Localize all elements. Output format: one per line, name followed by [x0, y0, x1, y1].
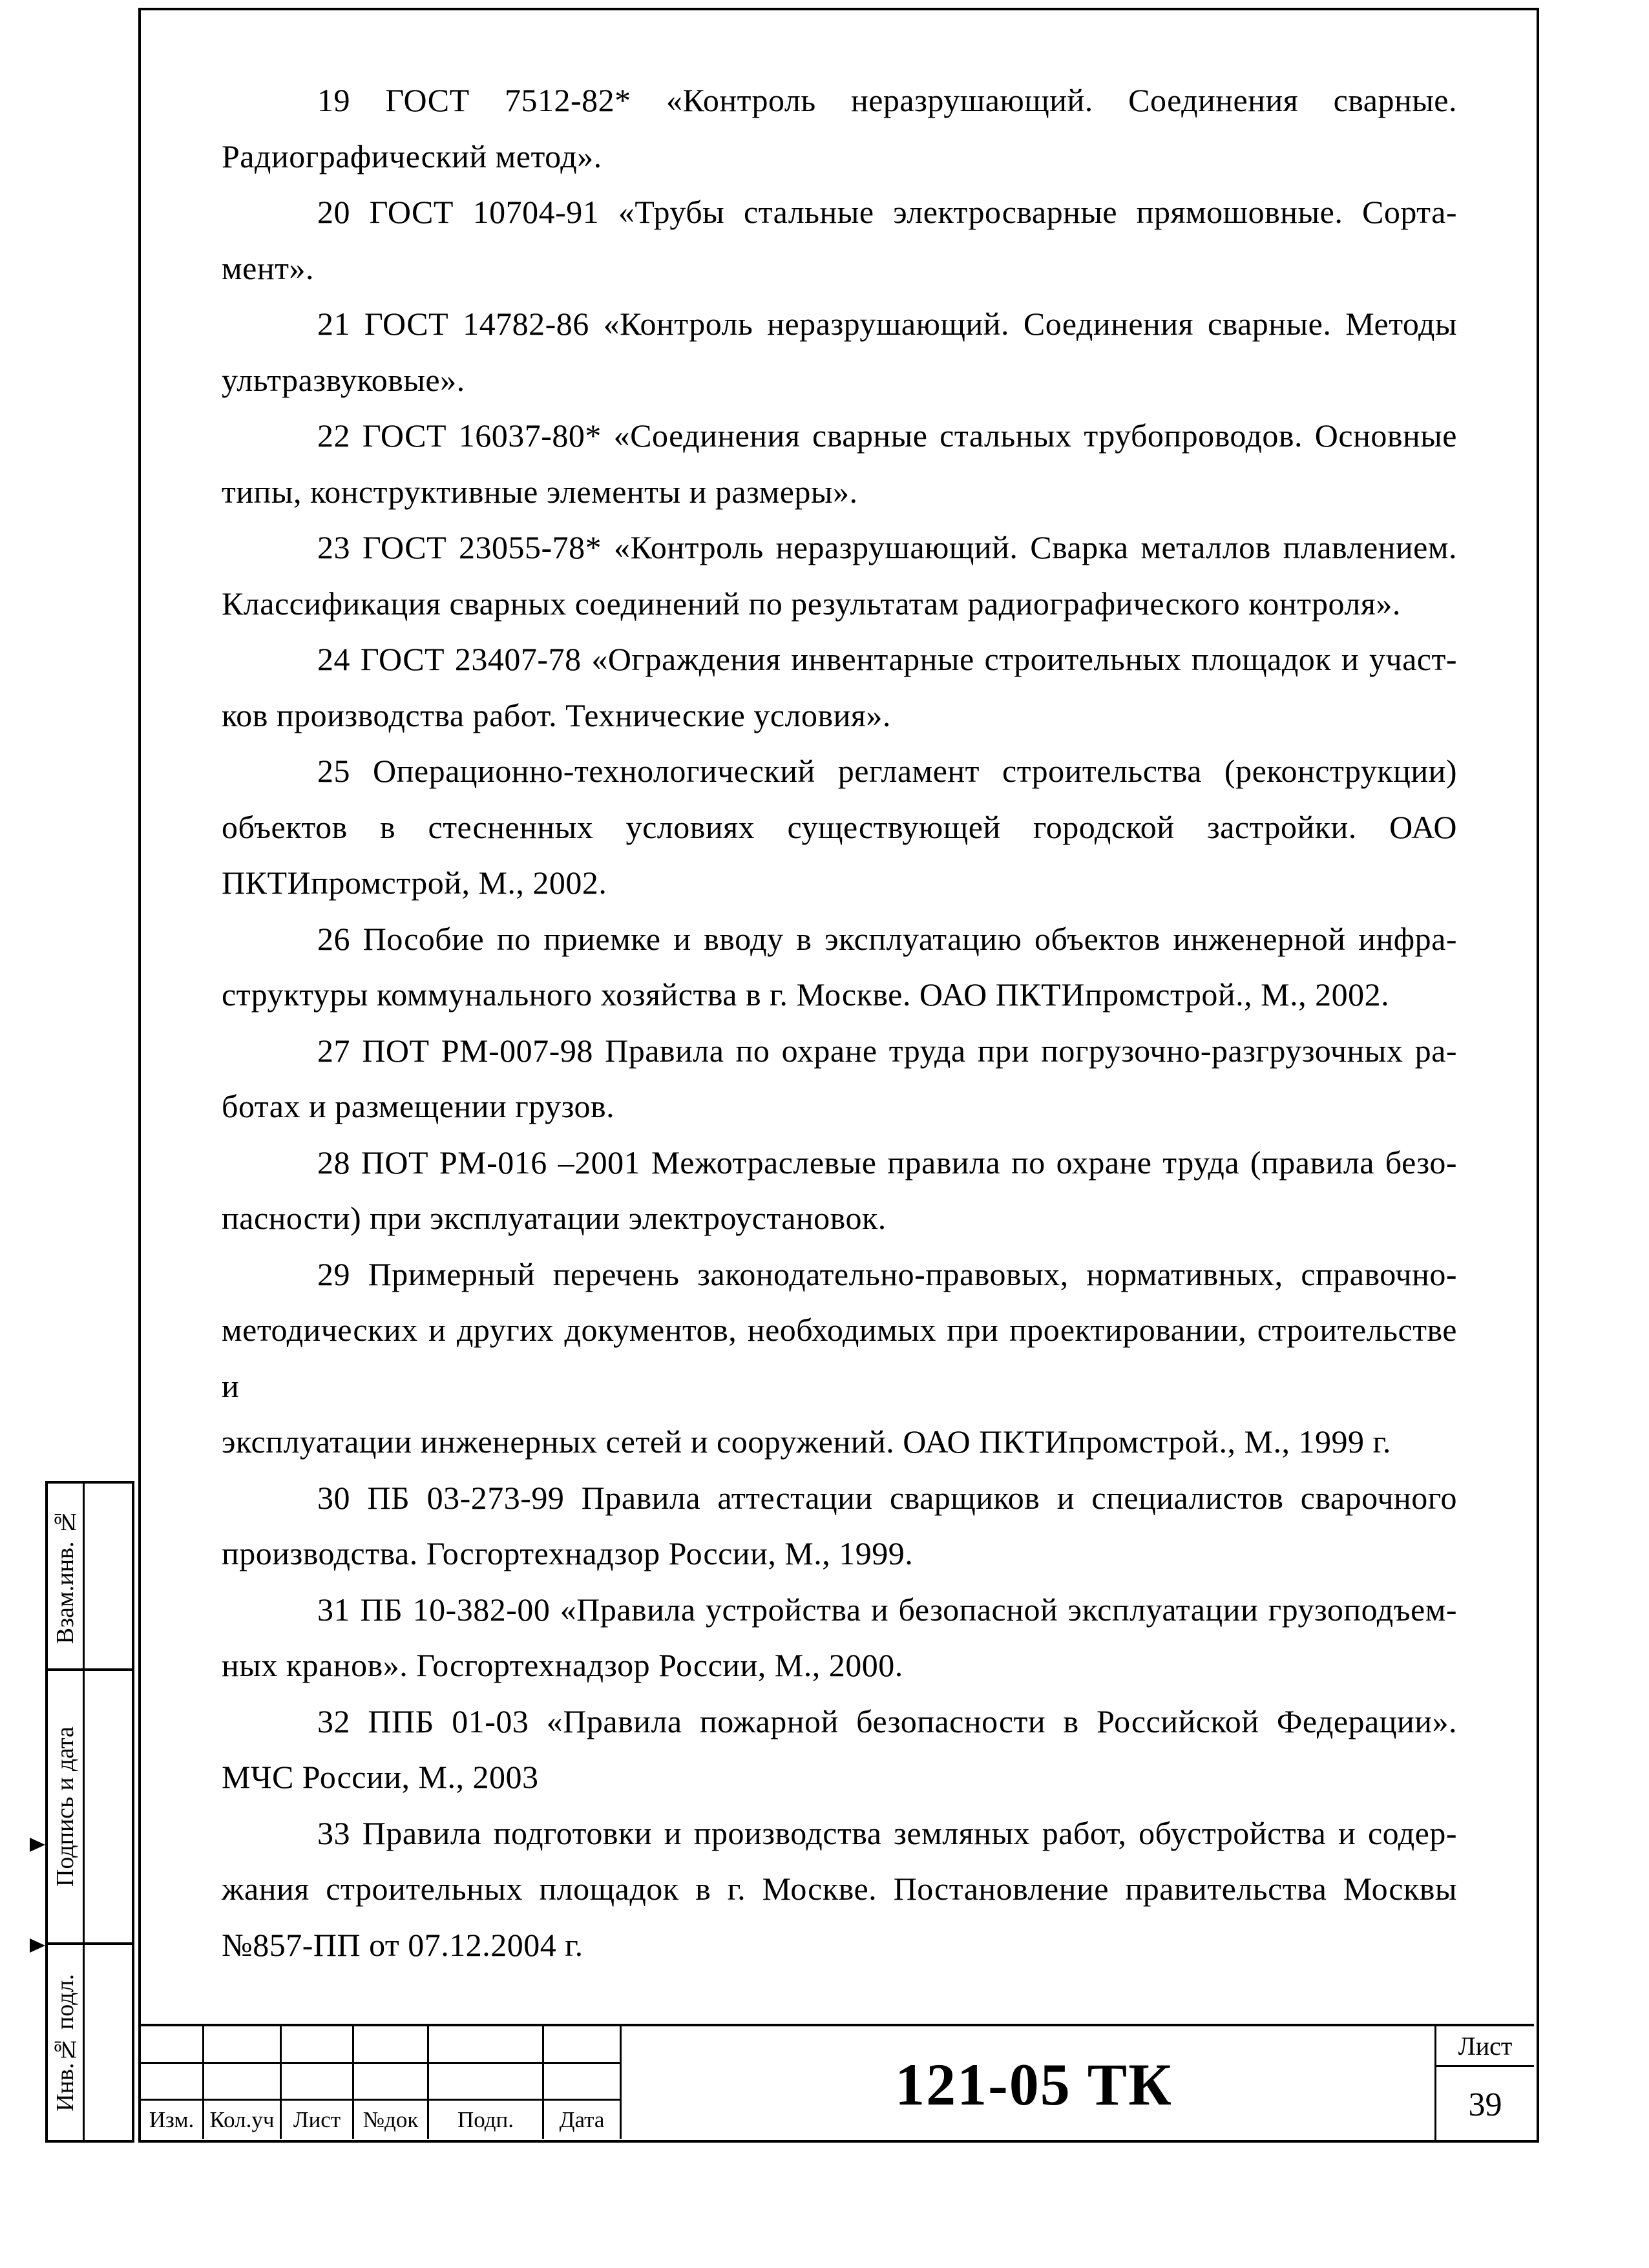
reference-line: 24 ГОСТ 23407-78 «Ограждения инвентарные строительных площадок и участ- — [317, 641, 1457, 677]
reference-line: методических и других документов, необходимых при проектировании, строительстве и — [222, 1312, 1457, 1404]
sidebar-cell-vzam-inv — [48, 1484, 132, 1671]
reference-line: 22 ГОСТ 16037-80* «Соединения сварные стальных трубопроводов. Основные — [317, 417, 1457, 454]
reference-item — [222, 408, 1457, 520]
sidebar-label-box — [48, 1484, 85, 1668]
reference-item — [222, 1582, 1457, 1694]
fold-mark-icon — [30, 1838, 45, 1852]
revision-cell — [282, 2062, 354, 2099]
reference-line: 19 ГОСТ 7512-82* «Контроль неразрушающий. Соединения сварные. — [317, 82, 1457, 118]
reference-line: 27 ПОТ РМ-007-98 Правила по охране труда при погрузочно-разгрузочных ра- — [317, 1032, 1457, 1069]
reference-line: 28 ПОТ РМ-016 –2001 Межотраслевые правила по охране труда (правила безо- — [317, 1144, 1457, 1181]
revision-cell — [141, 2026, 204, 2062]
doc-number: 121-05 ТК — [895, 2052, 1173, 2117]
reference-line: эксплуатации инженерных сетей и сооружений. ОАО ПКТИпромстрой., М., 1999 г. — [222, 1423, 1391, 1460]
reference-line: жания строительных площадок в г. Москве. Постановление правительства Москвы — [222, 1871, 1457, 1907]
reference-line: ботах и размещении грузов. — [222, 1088, 615, 1124]
reference-line: 33 Правила подготовки и производства земляных работ, обустройства и содер- — [317, 1814, 1457, 1851]
reference-line: ПКТИпромстрой, М., 2002. — [222, 865, 607, 901]
reference-line: типы, конструктивные элементы и размеры». — [222, 473, 858, 510]
reference-line: ных кранов». Госгортехнадзор России, М., 2000. — [222, 1647, 903, 1683]
revision-table — [141, 2026, 622, 2143]
revision-col-data: Дата — [544, 2099, 622, 2139]
reference-item — [222, 520, 1457, 631]
sidebar-label-podpis-data: Подпись и дата — [52, 1726, 79, 1887]
sidebar-label-vzam-inv: Взам.инв. № — [52, 1507, 79, 1644]
reference-line: структуры коммунального хозяйства в г. Москве. ОАО ПКТИпромстрой., М., 2002. — [222, 976, 1390, 1013]
revision-cell — [204, 2026, 282, 2062]
reference-line: 30 ПБ 03-273-99 Правила аттестации сварщиков и специалистов сварочного — [317, 1479, 1457, 1516]
revision-cell — [204, 2062, 282, 2099]
reference-item — [222, 743, 1457, 911]
reference-line: 29 Примерный перечень законодательно-правовых, нормативных, справочно- — [317, 1255, 1457, 1292]
reference-line: пасности) при эксплуатации электроустановок. — [222, 1200, 887, 1236]
reference-item — [222, 1805, 1457, 1973]
revision-col-list: Лист — [282, 2099, 354, 2139]
reference-line: мент». — [222, 249, 314, 286]
revision-cell — [354, 2062, 429, 2099]
reference-line: объектов в стесненных условиях существующей городской застройки. ОАО — [222, 808, 1457, 845]
reference-line: 25 Операционно-технологический регламент строительства (реконструкции) — [317, 753, 1457, 789]
reference-line: Классификация сварных соединений по результатам радиографического контроля». — [222, 585, 1401, 622]
reference-line: ультразвуковые». — [222, 361, 465, 398]
reference-line: №857-ПП от 07.12.2004 г. — [222, 1926, 583, 1963]
sidebar-label-inv-podl: Инв.№ подл. — [52, 1973, 79, 2112]
reference-list — [222, 72, 1457, 1973]
reference-line: 26 Пособие по приемке и вводу в эксплуатацию объектов инженерной инфра- — [317, 920, 1457, 957]
reference-line: Радиографический метод». — [222, 138, 602, 174]
revision-cell — [544, 2062, 622, 2099]
revision-cell — [429, 2026, 544, 2062]
sheet-number: 39 — [1468, 2086, 1502, 2123]
title-block — [141, 2024, 1534, 2145]
revision-cell — [429, 2062, 544, 2099]
sidebar-label-box — [48, 1945, 85, 2140]
revision-cell — [544, 2026, 622, 2062]
revision-col-podp: Подп. — [429, 2099, 544, 2139]
sidebar — [45, 1481, 134, 2143]
reference-line: 32 ППБ 01-03 «Правила пожарной безопасности в Российской Федерации». — [317, 1703, 1457, 1739]
sheet-box — [1436, 2026, 1534, 2143]
revision-col-koluch: Кол.уч — [204, 2099, 282, 2139]
revision-col-izm: Изм. — [141, 2099, 204, 2139]
sheet-label: Лист — [1436, 2026, 1534, 2067]
sidebar-cell-podpis-data — [48, 1671, 132, 1945]
reference-item — [222, 1694, 1457, 1805]
sidebar-cell-inv-podl — [48, 1945, 132, 2140]
revision-col-ndok: №док — [354, 2099, 429, 2139]
reference-item — [222, 1470, 1457, 1582]
reference-line: производства. Госгортехнадзор России, М., 1999. — [222, 1535, 914, 1571]
fold-mark-icon — [30, 1938, 45, 1953]
revision-cell — [141, 2062, 204, 2099]
reference-item — [222, 911, 1457, 1023]
reference-item — [222, 72, 1457, 184]
reference-line: ков производства работ. Технические условия». — [222, 697, 891, 733]
reference-line: 21 ГОСТ 14782-86 «Контроль неразрушающий. Соединения сварные. Методы — [317, 306, 1457, 342]
reference-line: МЧС России, М., 2003 — [222, 1759, 539, 1795]
revision-cell — [354, 2026, 429, 2062]
revision-cell — [282, 2026, 354, 2062]
sidebar-label-box — [48, 1671, 85, 1942]
reference-line: 23 ГОСТ 23055-78* «Контроль неразрушающий. Сварка металлов плавлением. — [317, 529, 1457, 565]
reference-item — [222, 296, 1457, 408]
reference-item — [222, 1023, 1457, 1135]
reference-item — [222, 1246, 1457, 1470]
reference-line: 20 ГОСТ 10704-91 «Трубы стальные электросварные прямошовные. Сорта- — [317, 194, 1457, 230]
reference-item — [222, 631, 1457, 743]
doc-number-cell — [633, 2026, 1436, 2143]
reference-item — [222, 1135, 1457, 1246]
reference-item — [222, 184, 1457, 296]
reference-line: 31 ПБ 10-382-00 «Правила устройства и безопасной эксплуатации грузоподъем- — [317, 1591, 1457, 1628]
